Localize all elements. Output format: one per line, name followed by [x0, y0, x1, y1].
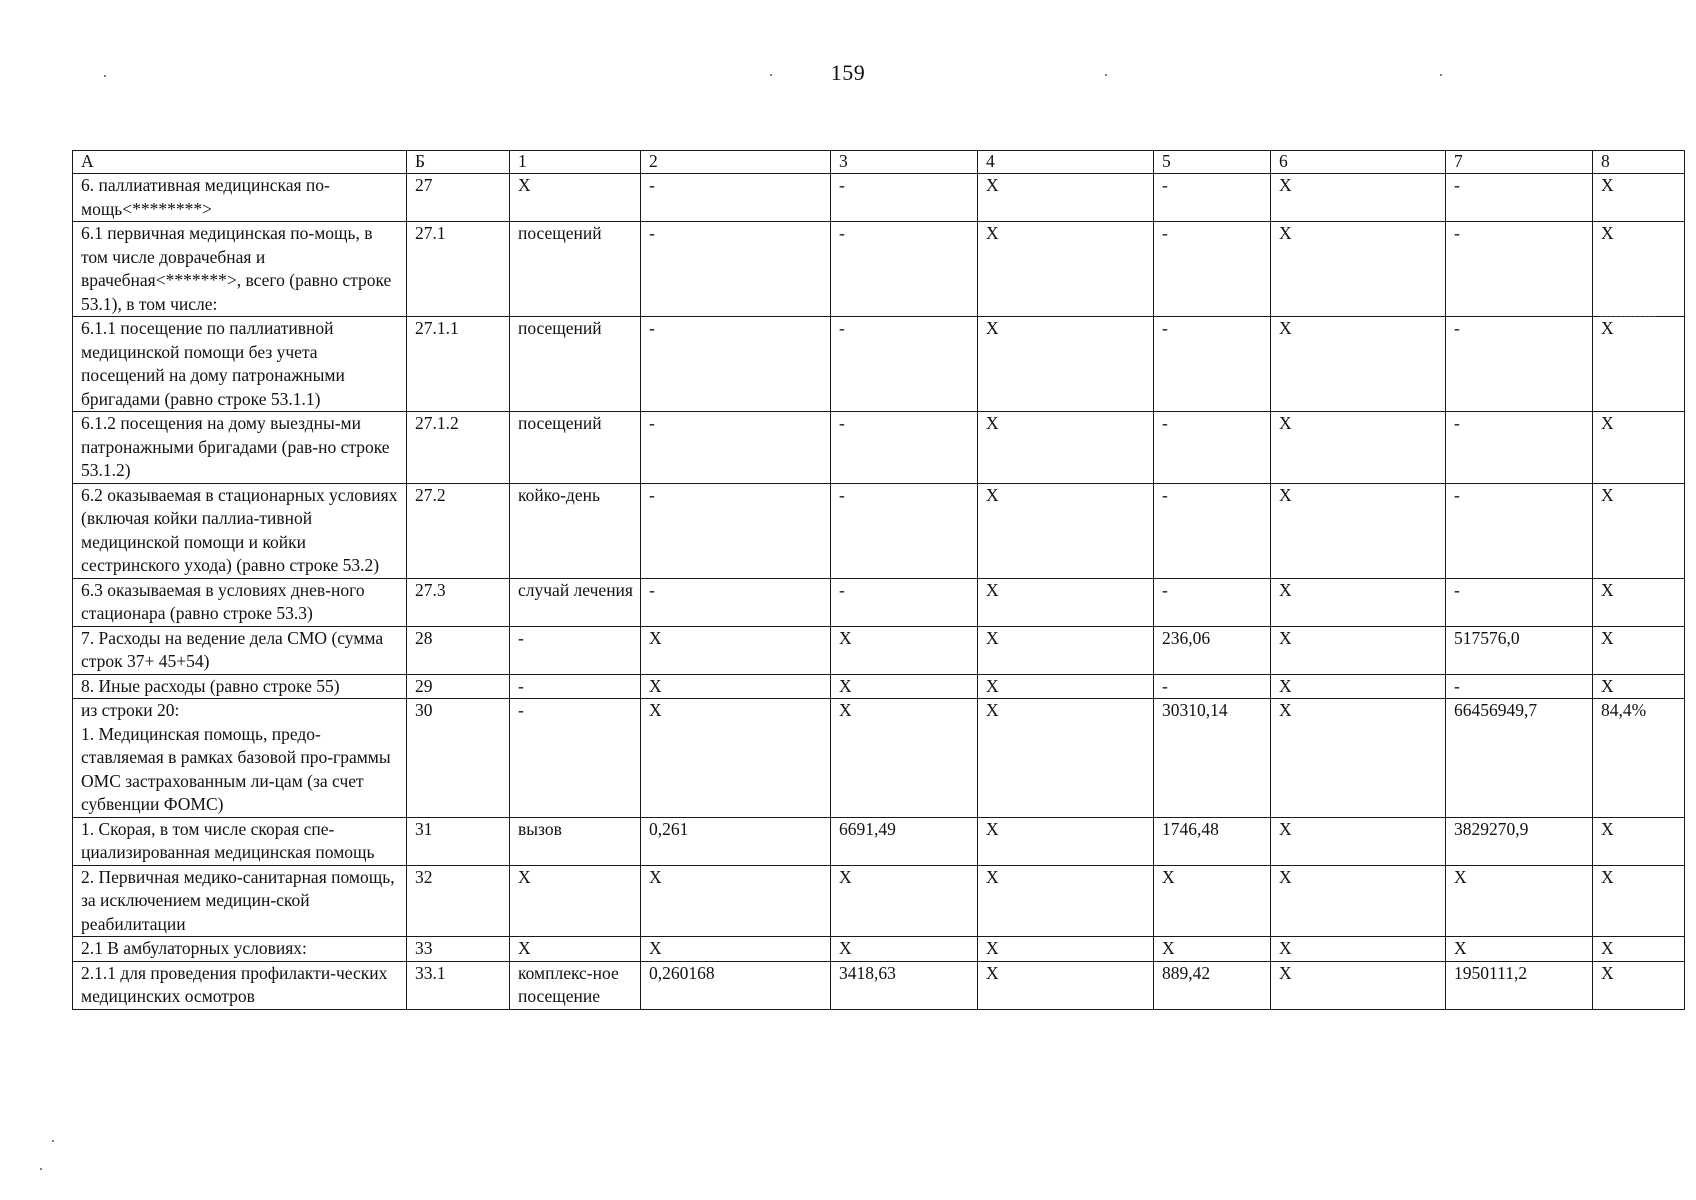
table-cell: - — [1446, 412, 1593, 484]
table-cell: X — [978, 412, 1154, 484]
table-cell: - — [641, 483, 831, 578]
table-cell: X — [978, 317, 1154, 412]
table-cell: 66456949,7 — [1446, 699, 1593, 818]
table-cell: X — [831, 626, 978, 674]
table-cell: 84,4% — [1593, 699, 1685, 818]
table-cell: случай лечения — [510, 578, 641, 626]
data-table — [72, 150, 1685, 1010]
column-header: А — [73, 151, 407, 174]
table-header-row — [73, 151, 1685, 174]
table-cell: 3418,63 — [831, 961, 978, 1009]
table-cell: X — [978, 937, 1154, 962]
row-label-cell: 2.1.1 для проведения профилакти-ческих медицинских осмотров — [73, 961, 407, 1009]
table-cell: - — [1446, 674, 1593, 699]
table-cell: X — [1271, 483, 1446, 578]
column-header: 7 — [1446, 151, 1593, 174]
table-cell: - — [641, 578, 831, 626]
table-row — [73, 961, 1685, 1009]
table-cell: - — [641, 222, 831, 317]
table-cell: X — [641, 674, 831, 699]
scan-speck — [104, 75, 106, 77]
table-cell: X — [510, 865, 641, 937]
scan-speck — [1105, 74, 1107, 76]
table-cell: - — [510, 674, 641, 699]
table-cell: - — [1446, 222, 1593, 317]
table-cell: X — [1593, 412, 1685, 484]
table-cell: X — [978, 961, 1154, 1009]
row-label-cell: из строки 20: 1. Медицинская помощь, предо-ставляемая в рамках базовой про-граммы ОМС застрахованным ли-цам (за счет субвенции ФОМС) — [73, 699, 407, 818]
table-cell: X — [1593, 626, 1685, 674]
row-label-cell: 6.1.2 посещения на дому выездны-ми патронажными бригадами (рав-но строке 53.1.2) — [73, 412, 407, 484]
table-cell: - — [510, 626, 641, 674]
table-cell: X — [1593, 817, 1685, 865]
table-cell: X — [1446, 865, 1593, 937]
table-cell: X — [831, 674, 978, 699]
table-cell: - — [1446, 317, 1593, 412]
row-label-cell: 1. Скорая, в том числе скорая спе-циализированная медицинская помощь — [73, 817, 407, 865]
table-cell: койко-день — [510, 483, 641, 578]
table-cell: 28 — [407, 626, 510, 674]
table-cell: X — [1271, 817, 1446, 865]
row-label-cell: 6.1.1 посещение по паллиативной медицинской помощи без учета посещений на дому патронажными бригадами (равно строке 53.1.1) — [73, 317, 407, 412]
row-label-cell: 8. Иные расходы (равно строке 55) — [73, 674, 407, 699]
table-cell: 3829270,9 — [1446, 817, 1593, 865]
table-cell: X — [1271, 674, 1446, 699]
table-cell: X — [1271, 174, 1446, 222]
table-cell: - — [1154, 674, 1271, 699]
table-cell: - — [1154, 174, 1271, 222]
table-cell: X — [641, 865, 831, 937]
column-header: 6 — [1271, 151, 1446, 174]
table-cell: 27.3 — [407, 578, 510, 626]
table-cell: X — [1154, 937, 1271, 962]
table-cell: - — [1154, 222, 1271, 317]
table-cell: X — [831, 937, 978, 962]
row-label-cell: 7. Расходы на ведение дела СМО (сумма строк 37+ 45+54) — [73, 626, 407, 674]
table-cell: 6691,49 — [831, 817, 978, 865]
scan-speck — [52, 1140, 54, 1142]
column-header: 3 — [831, 151, 978, 174]
table-cell: X — [1593, 578, 1685, 626]
table-cell: 1950111,2 — [1446, 961, 1593, 1009]
table-cell: - — [1154, 578, 1271, 626]
column-header: Б — [407, 151, 510, 174]
table-cell: - — [1154, 483, 1271, 578]
table-cell: 27.1 — [407, 222, 510, 317]
column-header: 4 — [978, 151, 1154, 174]
table-cell: 517576,0 — [1446, 626, 1593, 674]
table-cell: 27.1.2 — [407, 412, 510, 484]
table-cell: X — [1593, 317, 1685, 412]
table-cell: 0,261 — [641, 817, 831, 865]
table-cell: 32 — [407, 865, 510, 937]
table-cell: - — [641, 174, 831, 222]
table-cell: X — [641, 699, 831, 818]
table-cell: 27.2 — [407, 483, 510, 578]
table-body — [73, 151, 1685, 1010]
row-label-cell: 6.3 оказываемая в условиях днев-ного стационара (равно строке 53.3) — [73, 578, 407, 626]
table-cell: комплекс-ное посещение — [510, 961, 641, 1009]
table-cell: 0,260168 — [641, 961, 831, 1009]
table-row — [73, 317, 1685, 412]
table-cell: 236,06 — [1154, 626, 1271, 674]
table-cell: 27 — [407, 174, 510, 222]
table-cell: X — [978, 222, 1154, 317]
table-cell: - — [831, 483, 978, 578]
table-cell: - — [831, 317, 978, 412]
table-row — [73, 699, 1685, 818]
table-cell: посещений — [510, 317, 641, 412]
table-row — [73, 174, 1685, 222]
table-cell: X — [1271, 961, 1446, 1009]
table-cell: 1746,48 — [1154, 817, 1271, 865]
table-row — [73, 483, 1685, 578]
table-cell: X — [1271, 317, 1446, 412]
page-number: 159 — [830, 60, 866, 85]
table-cell: X — [1593, 865, 1685, 937]
table-cell: 27.1.1 — [407, 317, 510, 412]
table-cell: X — [1271, 699, 1446, 818]
table-cell: посещений — [510, 412, 641, 484]
table-row — [73, 817, 1685, 865]
table-cell: 889,42 — [1154, 961, 1271, 1009]
scan-dash-mark — [1600, 316, 1656, 317]
table-cell: вызов — [510, 817, 641, 865]
table-cell: X — [1271, 937, 1446, 962]
table-cell: X — [1271, 865, 1446, 937]
table-cell: X — [978, 174, 1154, 222]
table-cell: X — [1593, 174, 1685, 222]
table-row — [73, 937, 1685, 962]
table-cell: X — [978, 674, 1154, 699]
table-cell: - — [1154, 412, 1271, 484]
scan-speck — [40, 1168, 42, 1170]
table-cell: X — [641, 937, 831, 962]
table-cell: - — [1154, 317, 1271, 412]
row-label-cell: 6. паллиативная медицинская по-мощь<********> — [73, 174, 407, 222]
table-cell: - — [641, 412, 831, 484]
table-container — [72, 150, 1684, 1010]
table-cell: X — [978, 578, 1154, 626]
table-row — [73, 626, 1685, 674]
column-header: 8 — [1593, 151, 1685, 174]
row-label-cell: 6.2 оказываемая в стационарных условиях (включая койки паллиа-тивной медицинской помощи и койки сестринского ухода) (равно строке 53.2) — [73, 483, 407, 578]
table-cell: X — [1593, 222, 1685, 317]
table-cell: X — [978, 483, 1154, 578]
table-cell: X — [831, 865, 978, 937]
table-cell: X — [1154, 865, 1271, 937]
table-cell: X — [978, 817, 1154, 865]
table-cell: X — [1593, 961, 1685, 1009]
table-row — [73, 578, 1685, 626]
column-header: 1 — [510, 151, 641, 174]
table-cell: X — [978, 865, 1154, 937]
table-cell: - — [1446, 578, 1593, 626]
row-label-cell: 2. Первичная медико-санитарная помощь, за исключением медицин-ской реабилитации — [73, 865, 407, 937]
table-cell: - — [831, 412, 978, 484]
row-label-cell: 2.1 В амбулаторных условиях: — [73, 937, 407, 962]
row-label-cell: 6.1 первичная медицинская по-мощь, в том числе доврачебная и врачебная<*******>, всего (равно строке 53.1), в том числе: — [73, 222, 407, 317]
table-cell: - — [510, 699, 641, 818]
table-row — [73, 674, 1685, 699]
table-cell: 33.1 — [407, 961, 510, 1009]
table-cell: X — [978, 699, 1154, 818]
table-row — [73, 412, 1685, 484]
table-cell: X — [1271, 578, 1446, 626]
table-cell: - — [831, 578, 978, 626]
table-cell: X — [1593, 937, 1685, 962]
table-cell: X — [1271, 626, 1446, 674]
table-row — [73, 222, 1685, 317]
column-header: 5 — [1154, 151, 1271, 174]
table-cell: - — [1446, 174, 1593, 222]
table-cell: 33 — [407, 937, 510, 962]
table-cell: X — [641, 626, 831, 674]
scan-speck — [1440, 74, 1442, 76]
column-header: 2 — [641, 151, 831, 174]
table-cell: X — [1446, 937, 1593, 962]
table-cell: X — [978, 626, 1154, 674]
table-cell: - — [1446, 483, 1593, 578]
table-cell: 30 — [407, 699, 510, 818]
table-cell: 29 — [407, 674, 510, 699]
scan-speck — [770, 74, 772, 76]
table-cell: - — [831, 174, 978, 222]
table-cell: посещений — [510, 222, 641, 317]
table-cell: X — [831, 699, 978, 818]
table-cell: - — [641, 317, 831, 412]
table-cell: - — [831, 222, 978, 317]
table-row — [73, 865, 1685, 937]
table-cell: X — [1271, 412, 1446, 484]
table-cell: X — [1271, 222, 1446, 317]
table-cell: X — [1593, 483, 1685, 578]
table-cell: 31 — [407, 817, 510, 865]
table-cell: X — [510, 174, 641, 222]
table-cell: X — [1593, 674, 1685, 699]
table-cell: X — [510, 937, 641, 962]
table-cell: 30310,14 — [1154, 699, 1271, 818]
